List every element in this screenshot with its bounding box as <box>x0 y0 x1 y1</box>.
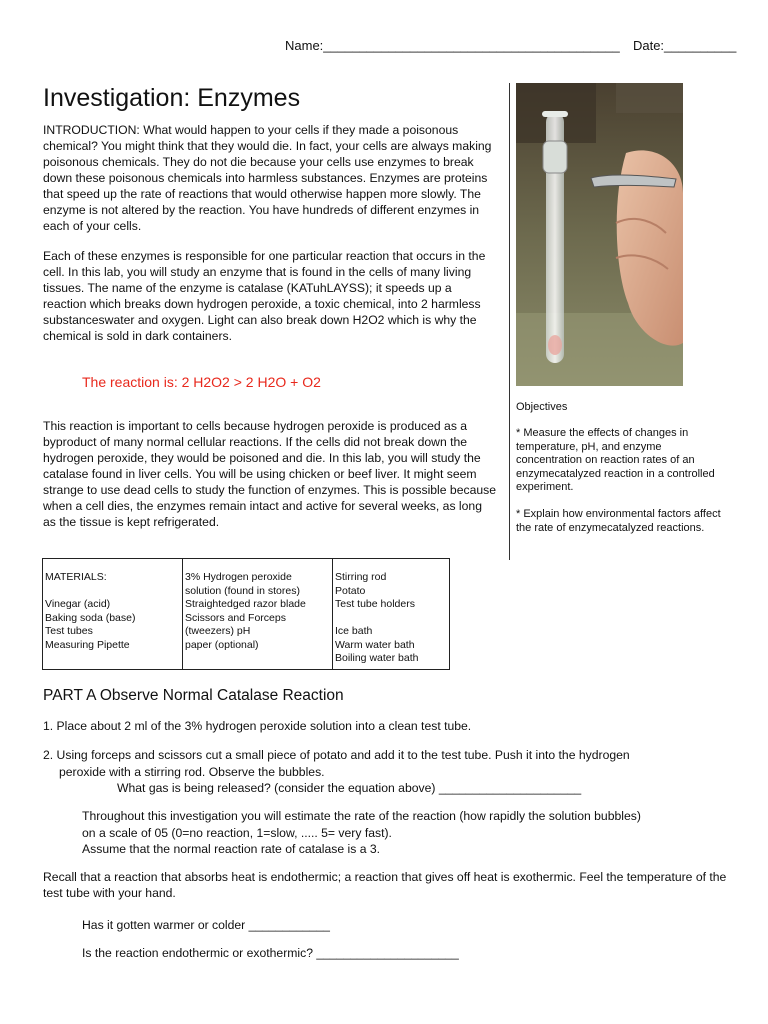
objective-1: * Measure the effects of changes in temperature, pH, and enzyme concentration on reaction rates of an enzymecatalyzed reaction in a controlled experiment. <box>516 427 715 493</box>
enzyme-paragraph: Each of these enzymes is responsible for one particular reaction that occurs in the cell. In this lab, you will study an enzyme that is found in the cells of many living tissues. The name of the enzyme is catalase (KATuhLAYSS); it speeds up a reaction which breaks down hydrogen peroxide, a toxic chemical, into 2 harmless substanceswater and oxygen. Light can also break down H2O2 which is why the chemical is sold in dark containers. <box>43 249 486 343</box>
materials-table <box>42 558 450 670</box>
objectives-title: Objectives <box>516 401 568 413</box>
rate-instructions-2: on a scale of 05 (0=no reaction, 1=slow, ..... 5= very fast). <box>82 826 392 840</box>
part-a-heading: PART A Observe Normal Catalase Reaction <box>43 687 344 704</box>
material-item: paper (optional) <box>185 638 259 651</box>
recall-paragraph: Recall that a reaction that absorbs heat is endothermic; a reaction that gives off heat is exothermic. Feel the temperature of the test tube with your hand. <box>43 870 727 900</box>
material-item: (tweezers) pH <box>185 625 251 637</box>
step-2-continued: peroxide with a stirring rod. Observe the bubbles. <box>59 765 325 779</box>
materials-col-3 <box>333 559 450 670</box>
material-item: Boiling water bath <box>335 652 419 664</box>
name-field[interactable]: Name:_________________________________________ <box>285 38 620 53</box>
material-item: solution (found in stores) <box>185 584 300 597</box>
material-item: Test tube holders <box>335 598 415 610</box>
material-item: Scissors and Forceps <box>185 611 286 624</box>
temperature-question[interactable]: Has it gotten warmer or colder ____________ <box>82 918 330 932</box>
rate-instructions-1: Throughout this investigation you will estimate the rate of the reaction (how rapidly the solution bubbles) <box>82 809 641 823</box>
endo-exo-question[interactable]: Is the reaction endothermic or exothermic? _____________________ <box>82 946 459 960</box>
material-item: 3% Hydrogen peroxide <box>185 571 292 583</box>
material-item: Vinegar (acid) <box>45 598 111 610</box>
intro-paragraph: INTRODUCTION: What would happen to your cells if they made a poisonous chemical? You might think that they would die. In fact, your cells are always making poisonous chemicals. They do not die because your cells use enzymes to break down these poisonous chemicals into harmless substances. Enzymes are proteins that speed up the rate of reactions that would otherwise happen more slowly. The enzyme is not altered by the reaction. You have hundreds of different enzymes in each of your cells. <box>43 123 492 233</box>
gas-question[interactable]: What gas is being released? (consider the equation above) _____________________ <box>117 781 582 795</box>
material-item <box>45 585 180 599</box>
materials-col-2 <box>183 559 333 670</box>
material-item: Ice bath <box>335 625 373 637</box>
material-item: MATERIALS: <box>45 571 107 583</box>
material-item: Test tubes <box>45 625 93 637</box>
name-date-line <box>285 38 736 53</box>
rate-instructions-3: Assume that the normal reaction rate of catalase is a 3. <box>82 842 381 856</box>
material-item <box>335 612 447 626</box>
reaction-equation: The reaction is: 2 H2O2 > 2 H2O + O2 <box>82 374 321 390</box>
objective-2: * Explain how environmental factors affect the rate of enzymecatalyzed reactions. <box>516 508 721 534</box>
step-2: 2. Using forceps and scissors cut a small piece of potato and add it to the test tube. Push it into the hydrogen <box>43 748 630 762</box>
test-tube-photo <box>516 83 683 386</box>
material-item: Baking soda (base) <box>45 611 136 624</box>
material-item: Straightedged razor blade <box>185 598 306 610</box>
date-field[interactable]: Date:__________ <box>632 38 737 53</box>
materials-col-1 <box>43 559 183 670</box>
material-item: Potato <box>335 584 366 597</box>
material-item: Warm water bath <box>335 638 415 651</box>
column-divider <box>509 83 510 560</box>
material-item: Stirring rod <box>335 571 387 583</box>
importance-paragraph: This reaction is important to cells because hydrogen peroxide is produced as a byproduct of many normal cellular reactions. If the cells did not break down the hydrogen peroxide, they would be poisoned and die. In this lab, you will study the catalase found in liver cells. You will be using chicken or beef liver. It might seem strange to use dead cells to study the function of enzymes. This is possible because when a cell dies, the enzymes remain intact and active for several weeks, as long as the tissue is kept refrigerated. <box>43 419 497 529</box>
step-1: 1. Place about 2 ml of the 3% hydrogen peroxide solution into a clean test tube. <box>43 719 472 733</box>
material-item: Measuring Pipette <box>45 638 130 651</box>
page-title: Investigation: Enzymes <box>43 84 301 112</box>
